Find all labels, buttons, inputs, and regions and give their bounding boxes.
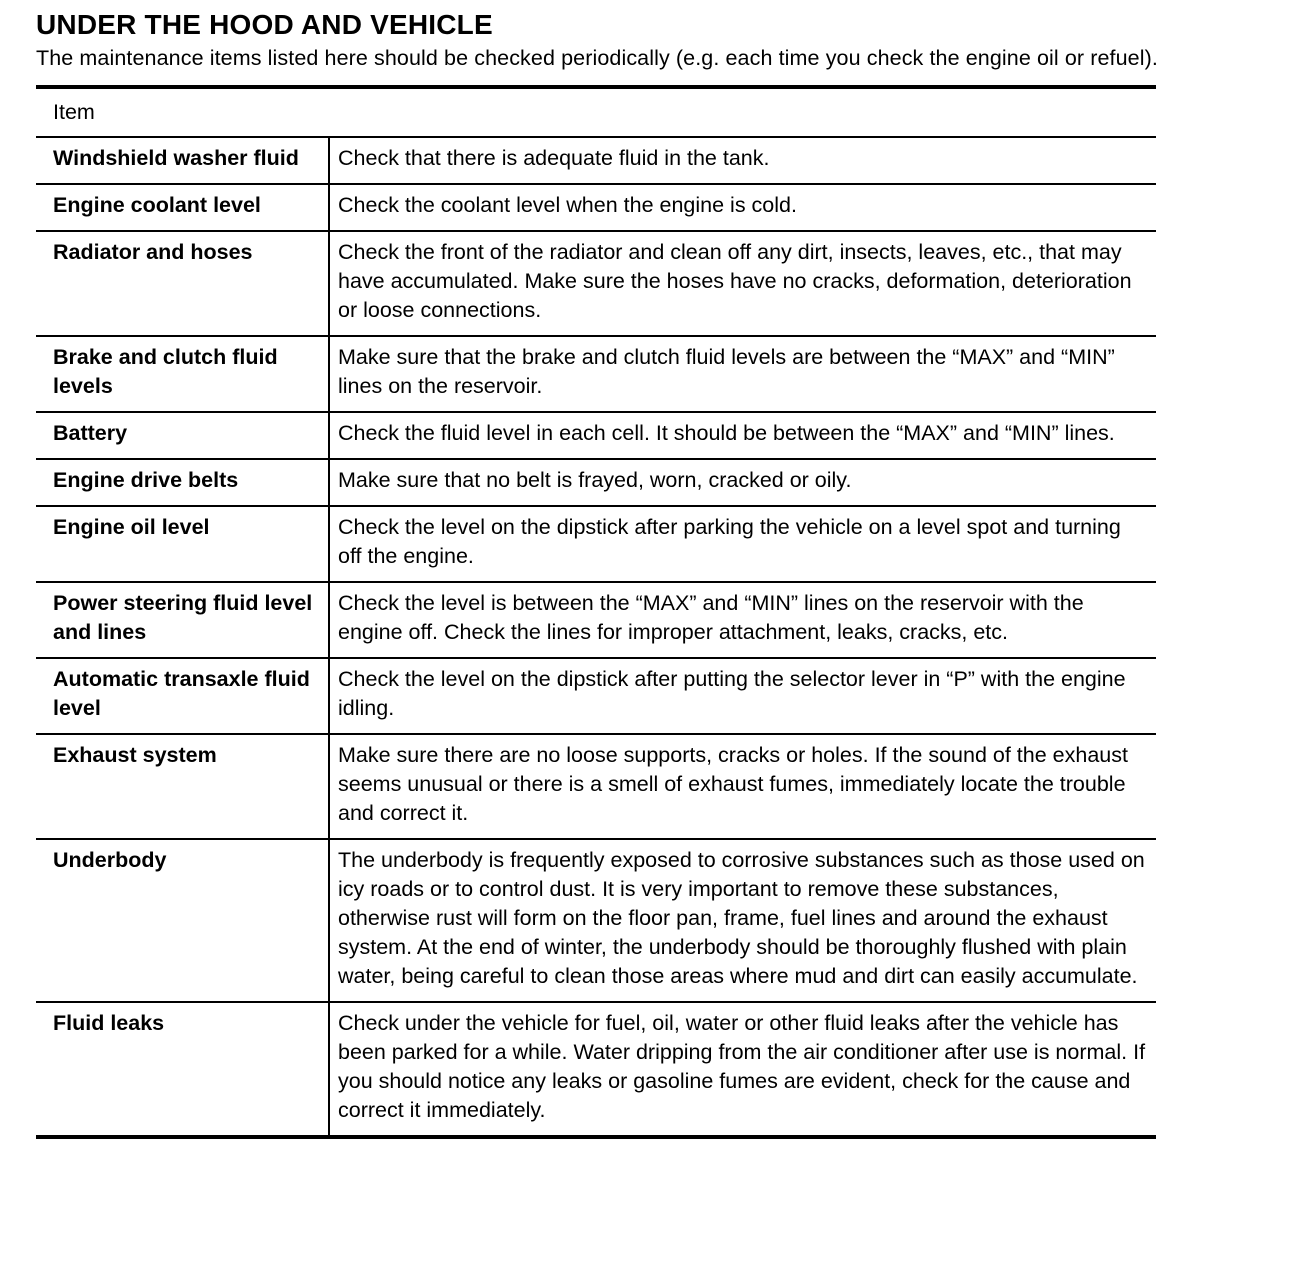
table-row: [36, 582, 1156, 658]
document-page: [36, 8, 1306, 1122]
item-name: Underbody: [36, 839, 329, 1002]
item-column-header: Item: [53, 100, 95, 124]
item-description: Check the level is between the “MAX” and “MIN” lines on the reservoir with the engine off. Check the lines for improper attachment, leaks, cracks, etc.: [338, 591, 1084, 644]
item-description: Check that there is adequate fluid in the tank.: [338, 146, 770, 170]
item-description: Check under the vehicle for fuel, oil, water or other fluid leaks after the vehicle has been parked for a while. Water dripping from the air conditioner after use is normal. If you should notice any leaks or gasoline fumes are evident, check for the cause and correct it immediately.: [338, 1011, 1146, 1122]
item-description: Make sure that no belt is frayed, worn, cracked or oily.: [338, 468, 852, 492]
item-description: Check the level on the dipstick after parking the vehicle on a level spot and turning off the engine.: [338, 515, 1121, 568]
maintenance-table: [36, 85, 1156, 1139]
table-row: [36, 412, 1156, 459]
item-name: Power steering fluid level and lines: [36, 582, 329, 658]
item-name: Engine coolant level: [36, 184, 329, 231]
table-row: [36, 137, 1156, 184]
item-name: Fluid leaks: [36, 1002, 329, 1137]
item-description: The underbody is frequently exposed to corrosive substances such as those used on icy roads or to control dust. It is very important to remove these substances, otherwise rust will form on the floor pan, frame, fuel lines and around the exhaust system. At the end of winter, the underbody should be thoroughly flushed with plain water, being careful to clean those areas where mud and dirt can easily accumulate.: [338, 848, 1145, 988]
intro-text: The maintenance items listed here should be checked periodically (e.g. each time you check the engine oil or refuel).: [36, 46, 1158, 70]
page-title: UNDER THE HOOD AND VEHICLE: [36, 9, 493, 40]
item-description: Check the coolant level when the engine is cold.: [338, 193, 797, 217]
table-row: [36, 506, 1156, 582]
table-row: [36, 839, 1156, 1002]
table-row: [36, 231, 1156, 336]
item-name: Radiator and hoses: [36, 231, 329, 336]
table-header-row: [36, 87, 1156, 137]
item-description: Check the level on the dipstick after putting the selector lever in “P” with the engine idling.: [338, 667, 1126, 720]
table-row: [36, 336, 1156, 412]
item-name: Windshield washer fluid: [36, 137, 329, 184]
table-row: [36, 184, 1156, 231]
item-name: Engine drive belts: [36, 459, 329, 506]
item-description: Check the fluid level in each cell. It should be between the “MAX” and “MIN” lines.: [338, 421, 1115, 445]
item-description: Check the front of the radiator and clean off any dirt, insects, leaves, etc., that may have accumulated. Make sure the hoses have no cracks, deformation, deterioration or loose connections.: [338, 240, 1132, 322]
item-name: Battery: [36, 412, 329, 459]
table-row: [36, 1002, 1156, 1137]
item-name: Exhaust system: [36, 734, 329, 839]
item-description: Make sure that the brake and clutch fluid levels are between the “MAX” and “MIN” lines on the reservoir.: [338, 345, 1115, 398]
table-row: [36, 734, 1156, 839]
table-row: [36, 658, 1156, 734]
item-description: Make sure there are no loose supports, cracks or holes. If the sound of the exhaust seems unusual or there is a smell of exhaust fumes, immediately locate the trouble and correct it.: [338, 743, 1128, 825]
table-row: [36, 459, 1156, 506]
item-name: Automatic transaxle fluid level: [36, 658, 329, 734]
item-name: Engine oil level: [36, 506, 329, 582]
item-name: Brake and clutch fluid levels: [36, 336, 329, 412]
